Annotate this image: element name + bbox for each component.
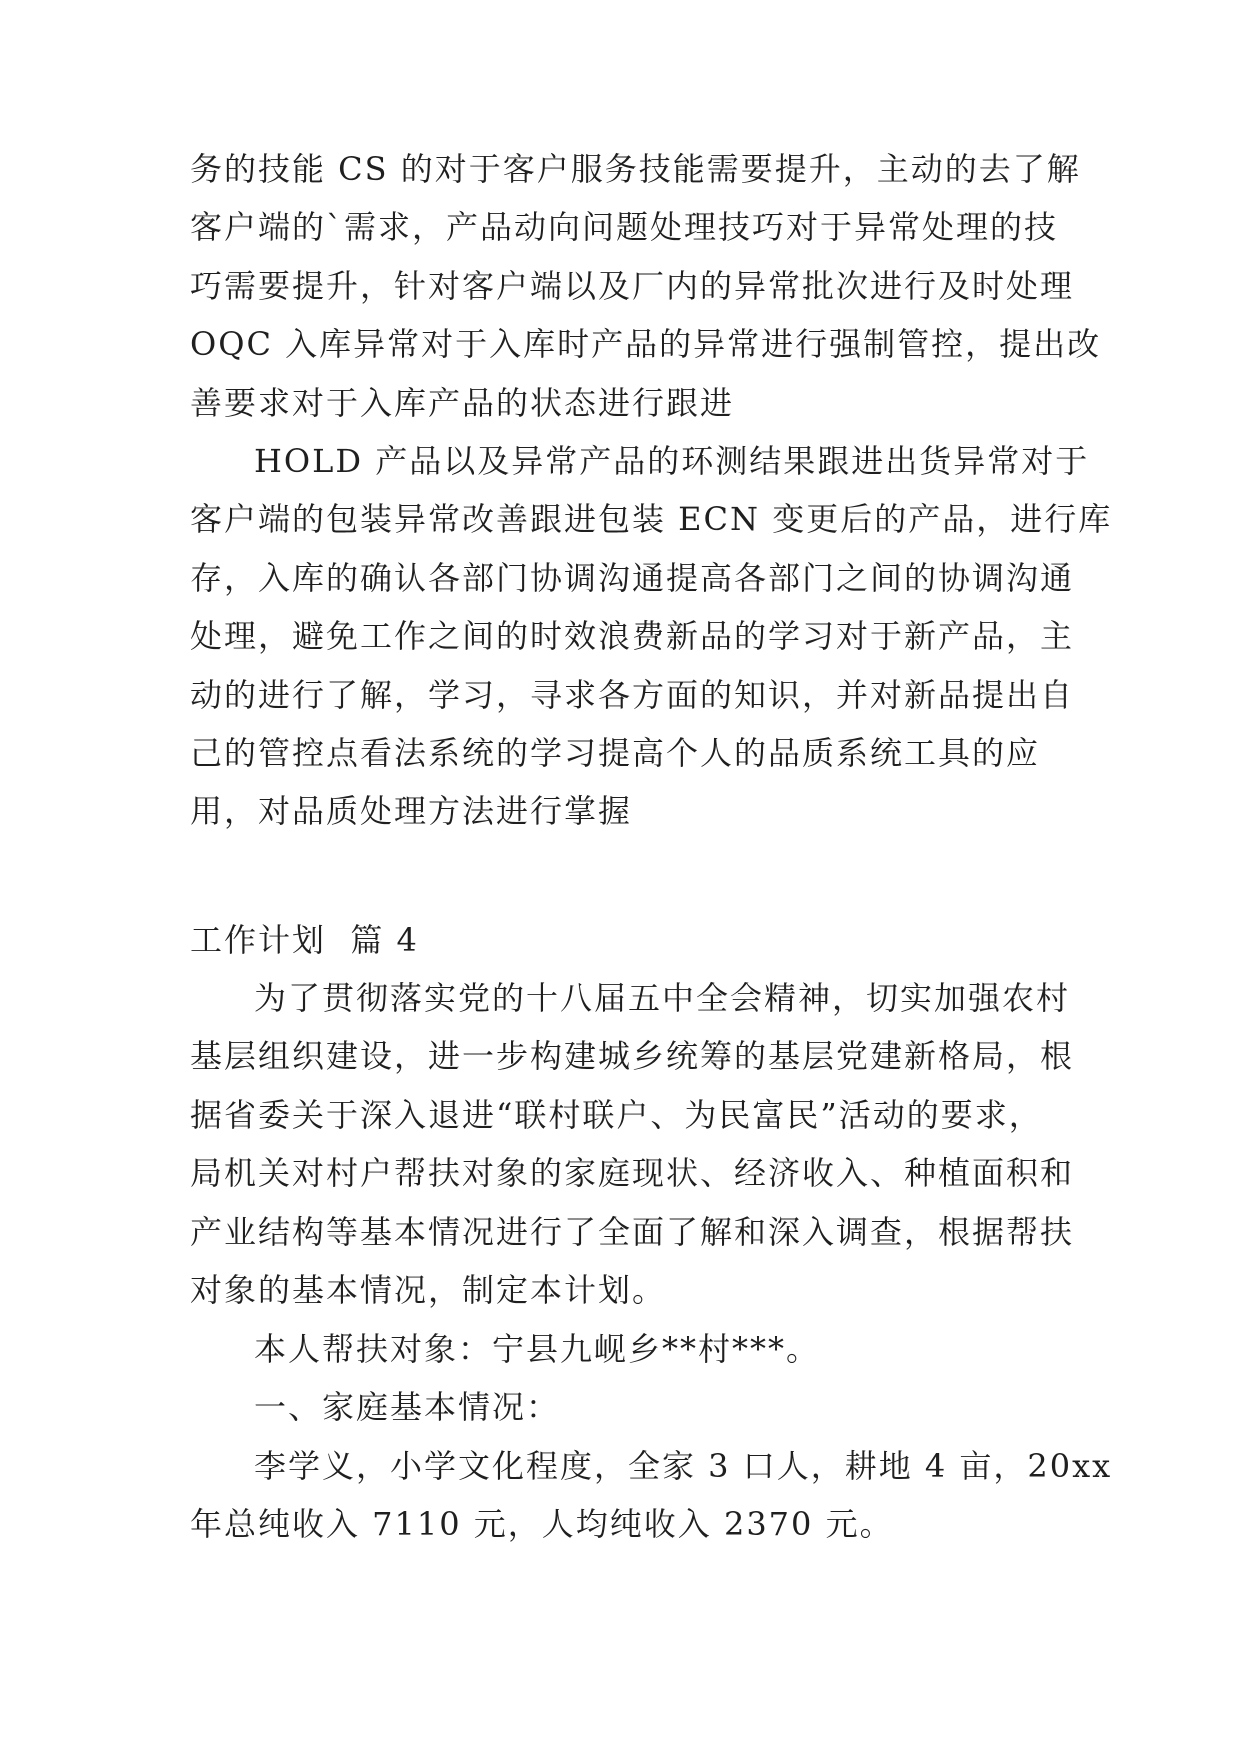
paragraph-line: 存，入库的确认各部门协调沟通提高各部门之间的协调沟通	[190, 558, 1075, 597]
paragraph-line: 对象的基本情况，制定本计划。	[190, 1270, 667, 1309]
paragraph-line: 李学义，小学文化程度，全家 3 口人，耕地 4 亩，20xx	[254, 1447, 1113, 1485]
paragraph-line: 年总纯收入 7110 元，人均纯收入 2370 元。	[190, 1505, 894, 1544]
family-heading: 一、家庭基本情况：	[254, 1388, 561, 1426]
continuation-paragraph	[190, 140, 1102, 432]
paragraph-line: 用，对品质处理方法进行掌握	[190, 792, 633, 831]
paragraph-line: 处理，避免工作之间的时效浪费新品的学习对于新产品，主	[190, 617, 1075, 656]
hold-paragraph	[190, 432, 1113, 841]
paragraph-line: 动的进行了解，学习，寻求各方面的知识，并对新品提出自	[190, 675, 1075, 714]
paragraph-line: 善要求对于入库产品的状态进行跟进	[190, 383, 735, 422]
paragraph-line: 基层组织建设，进一步构建城乡统筹的基层党建新格局，根	[190, 1037, 1075, 1076]
paragraph-line: 为了贯彻落实党的十八届五中全会精神，切实加强农村	[254, 979, 1071, 1017]
target-line-block	[190, 1320, 1070, 1378]
paragraph-line: 客户端的包装异常改善跟进包装 ECN 变更后的产品，进行库	[190, 500, 1113, 539]
paragraph-line: 己的管控点看法系统的学习提高个人的品质系统工具的应	[190, 733, 1041, 772]
paragraph-line: OQC 入库异常对于入库时产品的异常进行强制管控，提出改	[190, 325, 1102, 364]
intro-paragraph	[190, 969, 1075, 1319]
section-heading-block	[190, 911, 1070, 969]
paragraph-line: HOLD 产品以及异常产品的环测结果跟进出货异常对于	[254, 442, 1090, 480]
section-heading: 工作计划 篇 4	[190, 921, 419, 959]
paragraph-line: 客户端的`需求，产品动向问题处理技巧对于异常处理的技	[190, 208, 1059, 247]
paragraph-line: 据省委关于深入退进“联村联户、为民富民”活动的要求，	[190, 1095, 1043, 1134]
family-paragraph	[190, 1437, 1113, 1554]
paragraph-line: 产业结构等基本情况进行了全面了解和深入调查，根据帮扶	[190, 1212, 1075, 1251]
target-line: 本人帮扶对象：宁县九岘乡**村***。	[254, 1330, 821, 1368]
paragraph-line: 务的技能 CS 的对于客户服务技能需要提升，主动的去了解	[190, 150, 1081, 188]
paragraph-line: 局机关对村户帮扶对象的家庭现状、经济收入、种植面积和	[190, 1154, 1075, 1193]
family-heading-block	[190, 1378, 1070, 1436]
paragraph-line: 巧需要提升，针对客户端以及厂内的异常批次进行及时处理	[190, 266, 1075, 305]
